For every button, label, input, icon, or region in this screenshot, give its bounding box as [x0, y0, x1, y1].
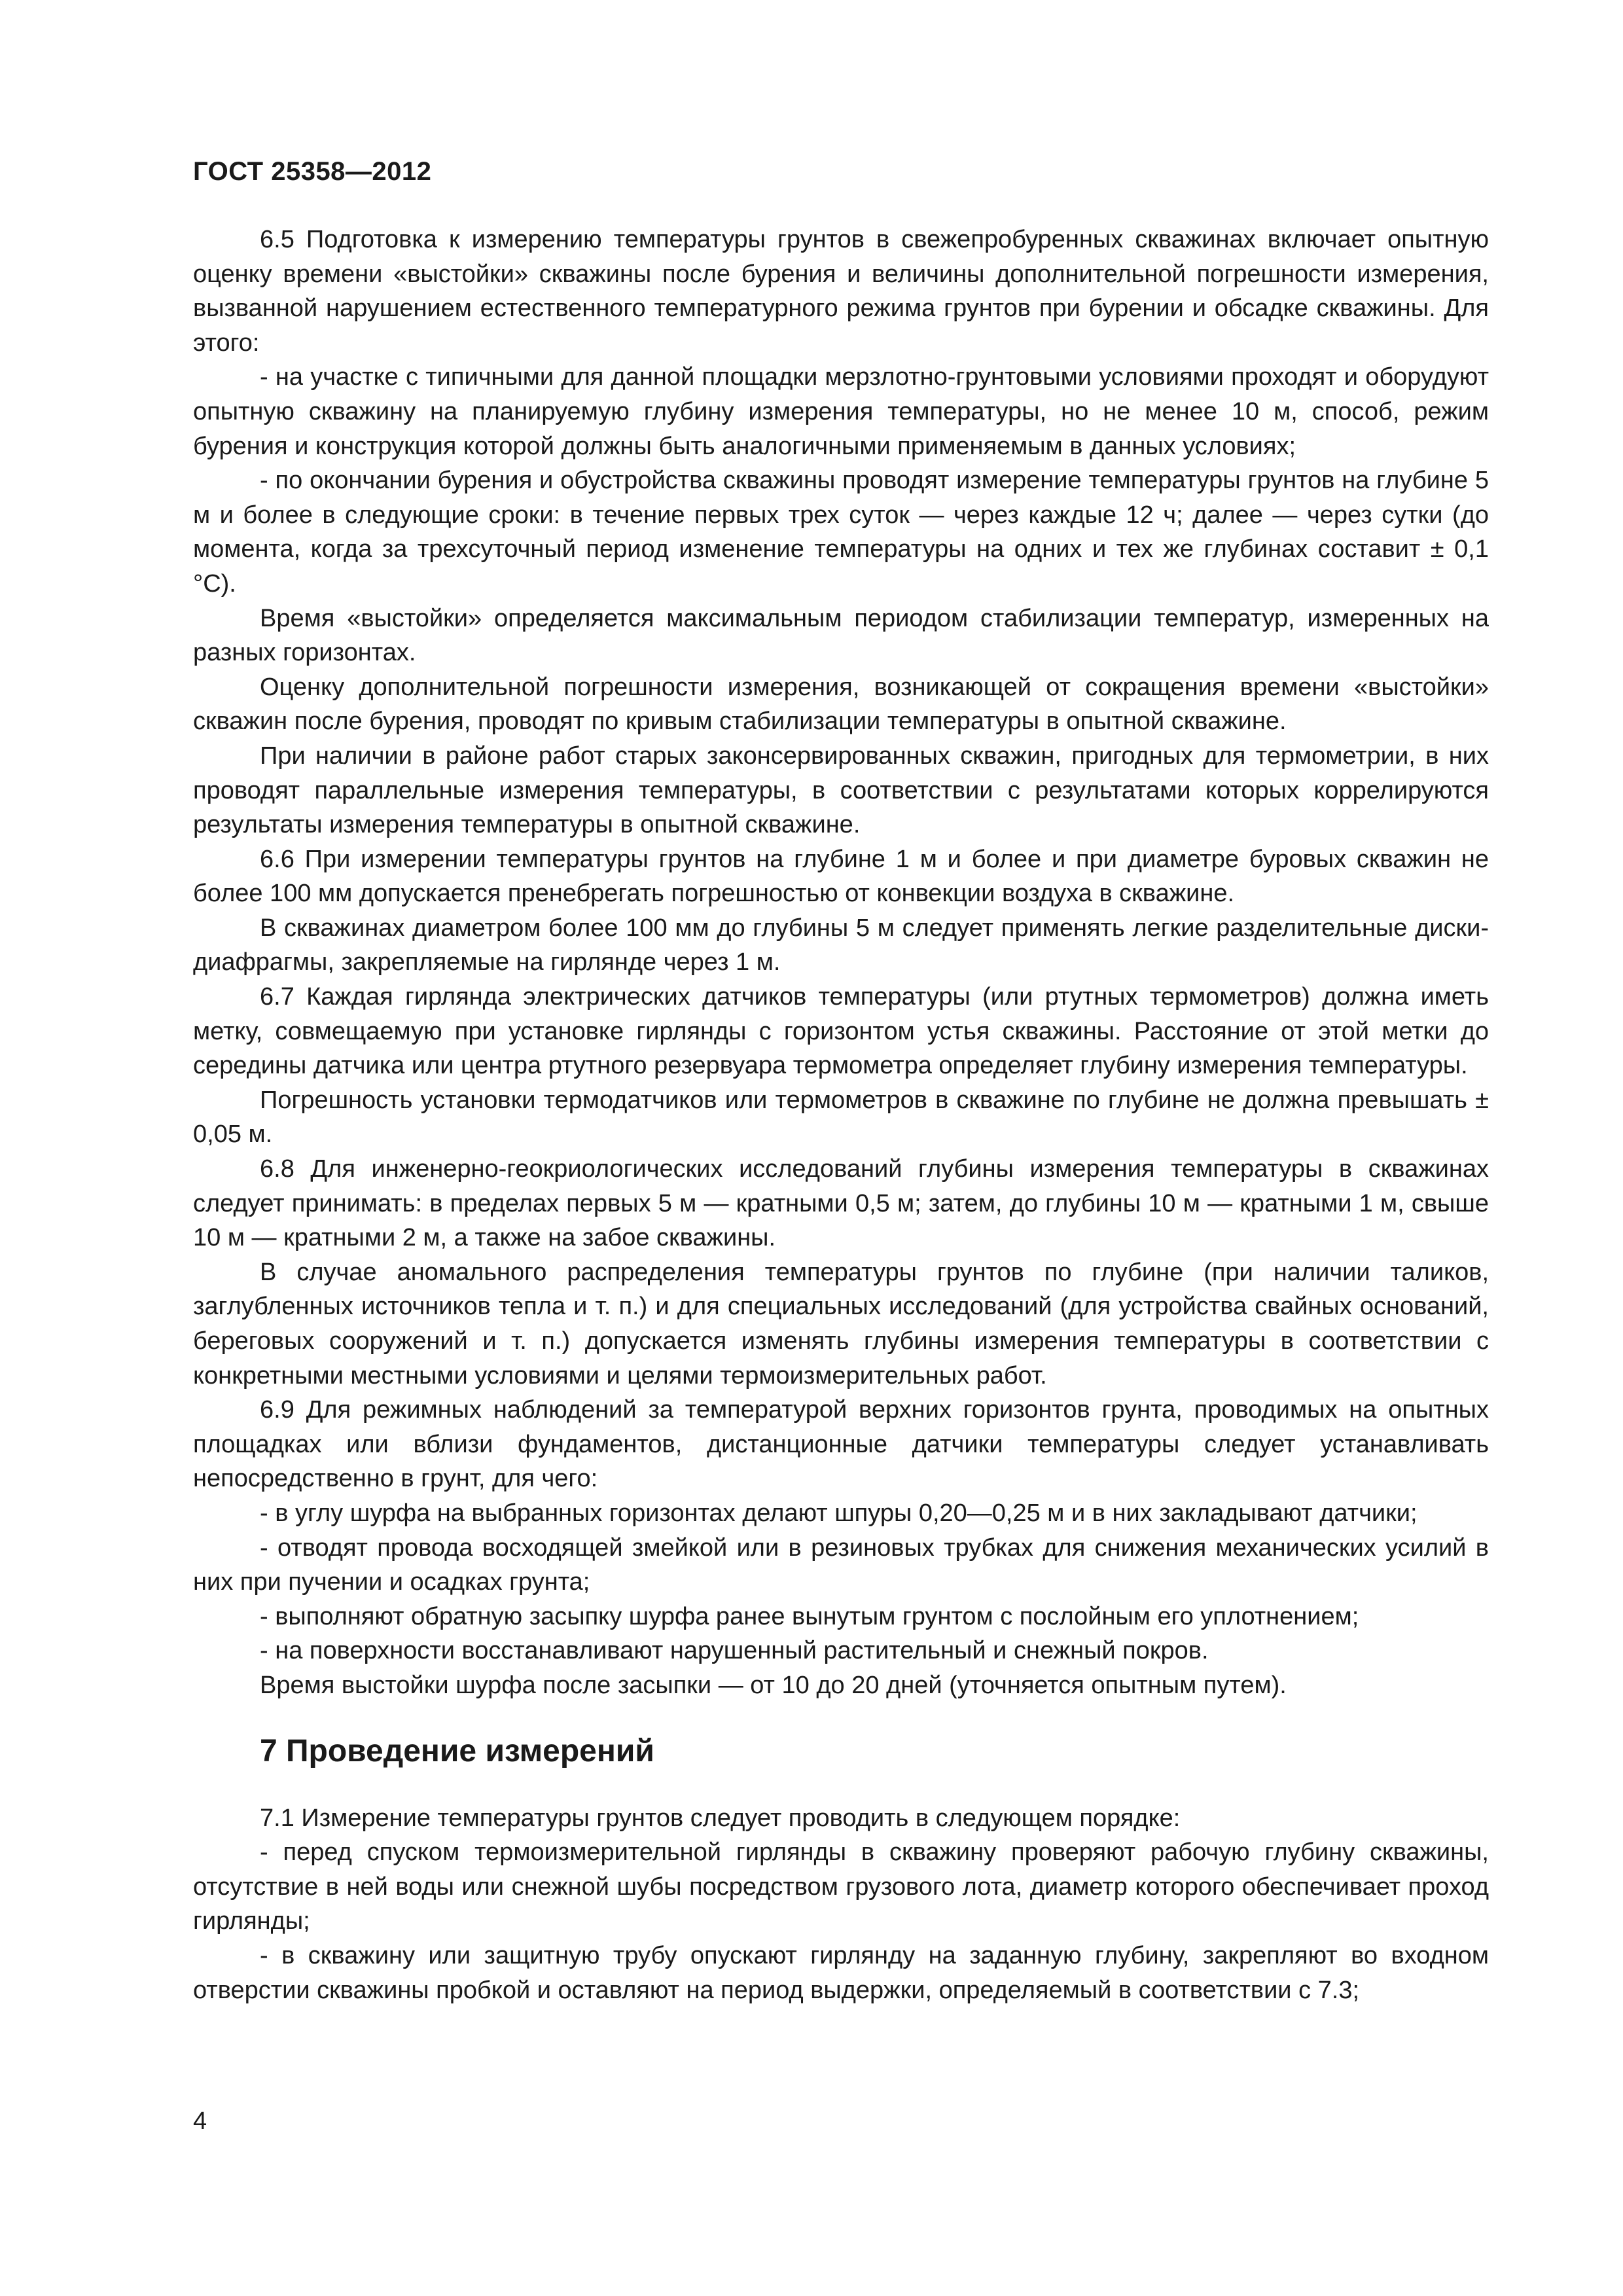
paragraph: - перед спуском термоизмерительной гирлянды в скважину проверяют рабочую глубину скважины, отсутствие в ней воды или снежной шубы посредством грузового лота, диаметр которого обеспечивает проход гирлянды; — [193, 1839, 1489, 1935]
paragraph: Оценку дополнительной погрешности измерения, возникающей от сокращения времени «выстойки» скважин после бурения, проводят по кривым стабилизации температуры в опытной скважине. — [193, 673, 1489, 736]
document-header: ГОСТ 25358—2012 — [193, 157, 432, 186]
paragraph: 6.9 Для режимных наблюдений за температурой верхних горизонтов грунта, проводимых на опытных площадках или вблизи фундаментов, дистанционные датчики температуры следует устанавливать непосредственно в грунт, для чего: — [193, 1396, 1489, 1493]
paragraph: - на поверхности восстанавливают нарушенный растительный и снежный покров. — [260, 1637, 1209, 1665]
paragraph: 6.7 Каждая гирлянда электрических датчиков температуры (или ртутных термометров) должна иметь метку, совмещаемую при установке гирлянды с горизонтом устья скважины. Расстояние от этой метки до середины датчика или центра ртутного резервуара термометра определяет глубину измерения температуры. — [193, 983, 1489, 1080]
paragraph: - по окончании бурения и обустройства скважины проводят измерение температуры грунтов на глубине 5 м и более в следующие сроки: в течение первых трех суток — через каждые 12 ч; далее — через сутки (до момента, когда за трехсуточный период изменение температуры на одних и тех же глубинах составит ± 0,1 °С). — [193, 467, 1489, 598]
section-heading: 7 Проведение измерений — [260, 1733, 654, 1768]
paragraph: - в углу шурфа на выбранных горизонтах делают шпуры 0,20—0,25 м и в них закладывают датчики; — [260, 1499, 1418, 1527]
page-number: 4 — [193, 2108, 207, 2135]
paragraph: Время выстойки шурфа после засыпки — от 10 до 20 дней (уточняется опытным путем). — [260, 1671, 1287, 1699]
paragraph: В скважинах диаметром более 100 мм до глубины 5 м следует применять легкие разделительные диски-диафрагмы, закрепляемые на гирлянде через 1 м. — [193, 914, 1489, 977]
paragraph: Погрешность установки термодатчиков или термометров в скважине по глубине не должна превышать ± 0,05 м. — [193, 1086, 1489, 1149]
document-body — [193, 223, 1489, 2007]
paragraph: Время «выстойки» определяется максимальным периодом стабилизации температур, измеренных на разных горизонтах. — [193, 604, 1489, 667]
paragraph: - отводят провода восходящей змейкой или в резиновых трубках для снижения механических усилий в них при пучении и осадках грунта; — [193, 1534, 1489, 1596]
paragraph: 6.6 При измерении температуры грунтов на глубине 1 м и более и при диаметре буровых скважин не более 100 мм допускается пренебрегать погрешностью от конвекции воздуха в скважине. — [193, 845, 1489, 908]
paragraph: 6.5 Подготовка к измерению температуры грунтов в свежепробуренных скважинах включает опытную оценку времени «выстойки» скважины после бурения и величины дополнительной погрешности измерения, вызванной нарушением естественного температурного режима грунтов при бурении и обсадке скважины. Для этого: — [193, 226, 1489, 357]
paragraph: В случае аномального распределения температуры грунтов по глубине (при наличии таликов, заглубленных источников тепла и т. п.) и для специальных исследований (для устройства свайных оснований, береговых сооружений и т. п.) допускается изменять глубины измерения температуры в соответствии с конкретными местными условиями и целями термоизмерительных работ. — [193, 1258, 1489, 1390]
paragraph: - выполняют обратную засыпку шурфа ранее вынутым грунтом с послойным его уплотнением; — [260, 1602, 1359, 1630]
paragraph: 6.8 Для инженерно-геокриологических исследований глубины измерения температуры в скважинах следует принимать: в пределах первых 5 м — кратными 0,5 м; затем, до глубины 10 м — кратными 1 м, свыше 10 м — кратными 2 м, а также на забое скважины. — [193, 1155, 1489, 1252]
paragraph: - на участке с типичными для данной площадки мерзлотно-грунтовыми условиями проходят и оборудуют опытную скважину на планируемую глубину измерения температуры, но не менее 10 м, способ, режим бурения и конструкция которой должны быть аналогичными применяемым в данных условиях; — [193, 363, 1489, 460]
paragraph: - в скважину или защитную трубу опускают гирлянду на заданную глубину, закрепляют во входном отверстии скважины пробкой и оставляют на период выдержки, определяемый в соответствии с 7.3; — [193, 1941, 1489, 2004]
paragraph: При наличии в районе работ старых законсервированных скважин, пригодных для термометрии, в них проводят параллельные измерения температуры, в соответствии с результатами которых коррелируются результаты измерения температуры в опытной скважине. — [193, 742, 1489, 839]
paragraph: 7.1 Измерение температуры грунтов следует проводить в следующем порядке: — [260, 1804, 1181, 1832]
